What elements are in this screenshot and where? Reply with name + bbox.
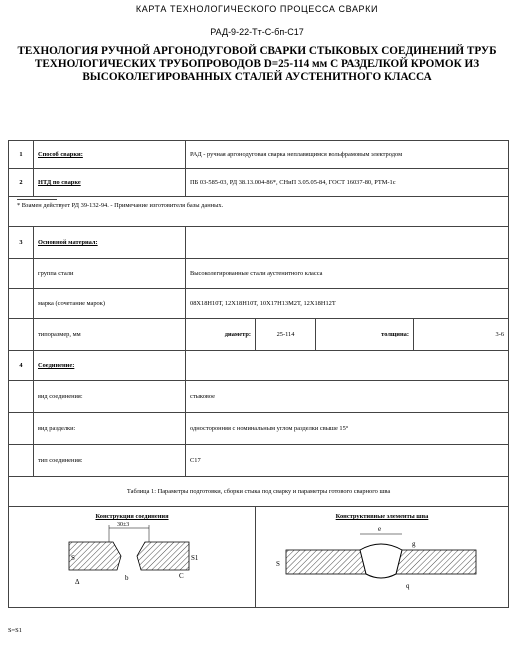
left-plate: [286, 550, 366, 574]
table-row: [9, 197, 509, 227]
footnote: * Взамен действует РД 39-132-94. - Примечание изготовителя базы данных.: [17, 202, 224, 209]
welding-method-label: Способ сварки:: [34, 141, 186, 169]
size-label: типоразмер, мм: [34, 319, 186, 351]
thickness-value: 3-6: [414, 319, 509, 351]
welding-standards-value: ПБ 03-585-03, РД 38.13.004-86*, СНиП 3.05.05-84, ГОСТ 16037-80, РТМ-1с: [186, 169, 509, 197]
joint-label: Соединение:: [34, 351, 186, 381]
b-label: b: [125, 574, 129, 582]
empty-cell: [186, 351, 509, 381]
weld-bead: [360, 544, 402, 578]
table-row: [9, 381, 509, 413]
footer-note: S=S1: [8, 627, 22, 634]
steel-group-value: Высоколегированные стали аустенитного класса: [186, 259, 509, 289]
e-label: e: [378, 525, 382, 533]
groove-label: вид разделки:: [34, 413, 186, 445]
joint-code-value: С17: [186, 445, 509, 477]
title-line-2: ТЕХНОЛОГИЧЕСКИХ ТРУБОПРОВОДОВ D=25-114 мм С РАЗДЕЛКОЙ КРОМОК ИЗ: [34, 58, 480, 70]
welding-method-value: РАД - ручная аргонодуговая сварка неплавящимся вольфрамовым электродом: [186, 141, 509, 169]
left-plate: [69, 542, 121, 570]
thickness-label: толщина:: [316, 319, 414, 351]
right-plate: [396, 550, 476, 574]
row-number: 4: [9, 351, 34, 381]
table-row: [9, 477, 509, 507]
diameter-value: 25-114: [256, 319, 316, 351]
groove-value: односторонняя с номинальным углом разделки свыше 15°: [186, 413, 509, 445]
joint-design-cell: [9, 507, 256, 608]
joint-type-label: вид соединения:: [34, 381, 186, 413]
table-row: [9, 319, 509, 351]
table-row: [9, 169, 509, 197]
table-row: [9, 259, 509, 289]
right-plate: [137, 542, 189, 570]
weld-elements-cell: [256, 507, 509, 608]
figures-row: [9, 507, 509, 608]
card-title: КАРТА ТЕХНОЛОГИЧЕСКОГО ПРОЦЕССА СВАРКИ: [135, 4, 379, 14]
table-row: [9, 227, 509, 259]
empty-cell: [186, 227, 509, 259]
diameter-label: диаметр:: [186, 319, 256, 351]
s-label: S: [276, 560, 280, 568]
g-label: g: [412, 540, 416, 548]
document-title: [6, 45, 508, 84]
grade-label: марка (сочетание марок): [34, 289, 186, 319]
table-row: [9, 413, 509, 445]
row-number: 3: [9, 227, 34, 259]
joint-design-drawing: [9, 520, 249, 600]
welding-standards-label: НТД по сварке: [34, 169, 186, 197]
s1-label: S1: [191, 554, 199, 562]
note-cell: [9, 197, 509, 227]
title-line-1: ТЕХНОЛОГИЯ РУЧНОЙ АРГОНОДУГОВОЙ СВАРКИ СТЫКОВЫХ СОЕДИНЕНИЙ ТРУБ: [17, 45, 497, 57]
weld-elements-drawing: [256, 520, 506, 600]
s-label: S: [71, 554, 75, 562]
delta-label: Δ: [75, 578, 80, 586]
dimension-top-label: 30±3: [117, 522, 130, 528]
weld-elements-heading: Конструктивные элементы шва: [335, 513, 429, 520]
grade-value: 08Х18Н10Т, 12Х18Н10Т, 10Х17Н13М2Т, 12Х18Н12Т: [186, 289, 509, 319]
joint-design-heading: Конструкция соединения: [95, 513, 169, 520]
base-material-label: Основной материал:: [34, 227, 186, 259]
joint-code-label: тип соединения:: [34, 445, 186, 477]
c-label: C: [179, 572, 184, 580]
table1-caption: Таблица 1: Параметры подготовки, сборки стыка под сварку и параметры готового сварного шва: [9, 477, 509, 507]
title-line-3: ВЫСОКОЛЕГИРОВАННЫХ СТАЛЕЙ АУСТЕНИТНОГО КЛАССА: [82, 71, 432, 83]
table-row: [9, 289, 509, 319]
process-table: [8, 140, 509, 608]
card-code: РАД-9-22-Тт-С-бп-С17: [210, 27, 304, 37]
row-number: 2: [9, 169, 34, 197]
steel-group-label: группа стали: [34, 259, 186, 289]
footnote-divider: [17, 199, 57, 200]
table-row: [9, 445, 509, 477]
joint-type-value: стыковое: [186, 381, 509, 413]
table-row: [9, 141, 509, 169]
q-label: q: [406, 582, 410, 590]
row-number: 1: [9, 141, 34, 169]
table-row: [9, 351, 509, 381]
